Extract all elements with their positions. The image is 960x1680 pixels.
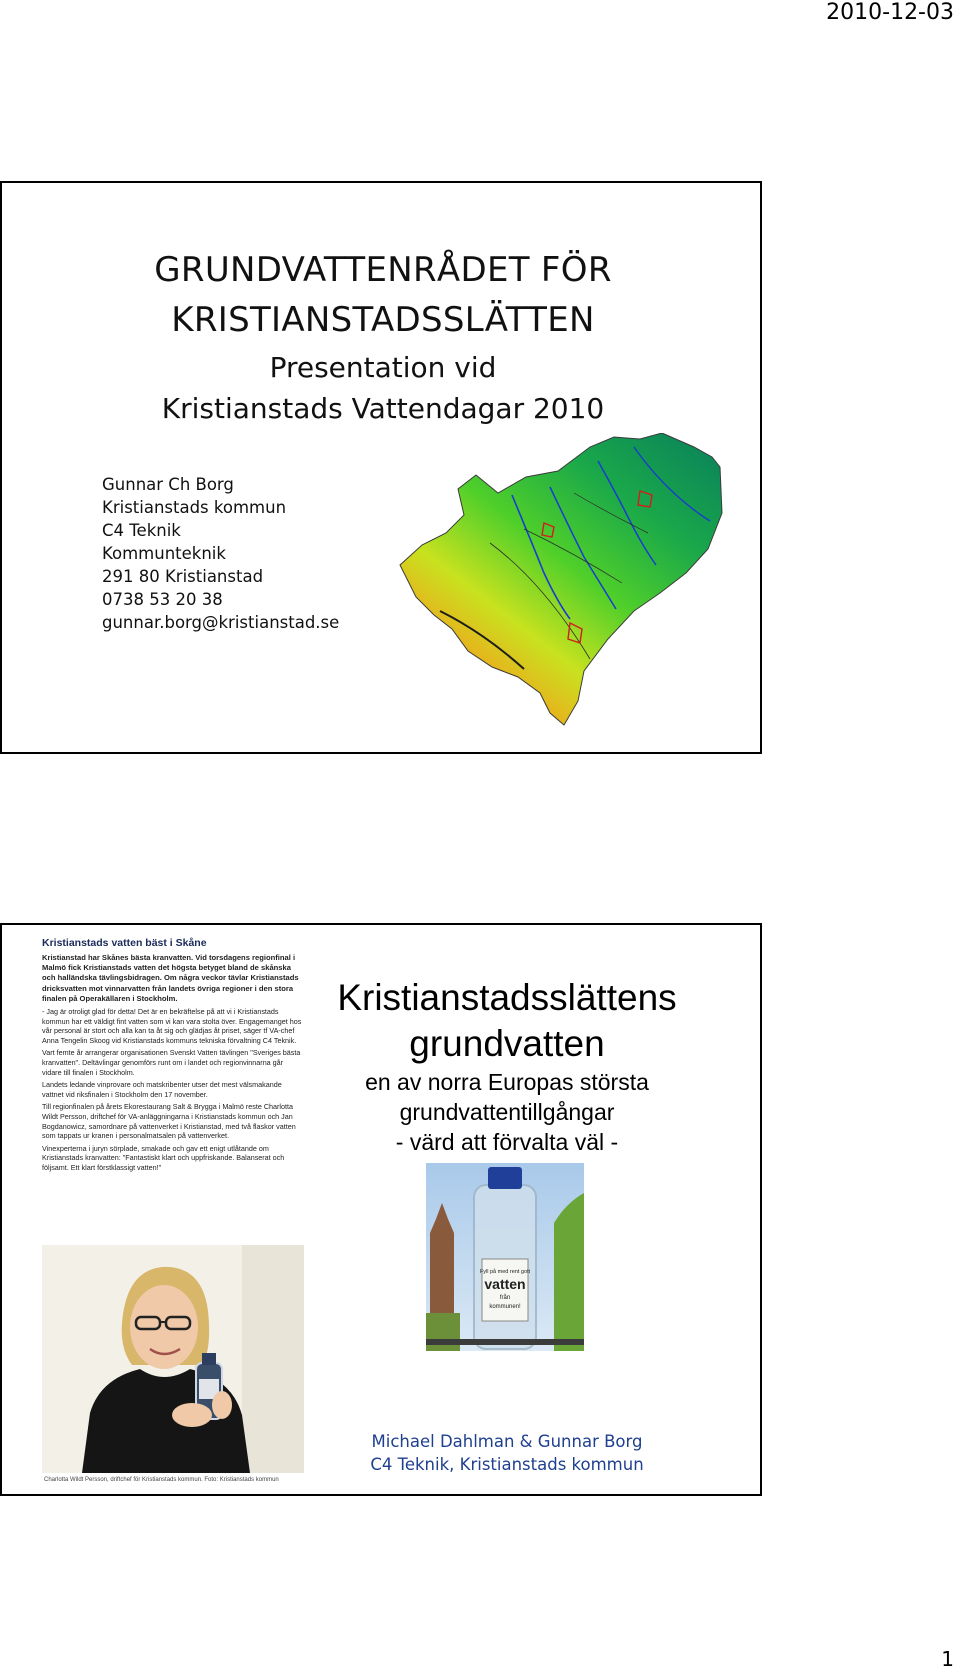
clipping-paragraph: Landets ledande vinprovare och matskribenter utser det mest välsmakande vattnet vid riksfinalen i Stockholm den 17 november. xyxy=(42,1080,282,1099)
slide-2 xyxy=(0,923,762,1496)
heading-line: grundvatten xyxy=(409,1023,605,1064)
slide-1 xyxy=(0,181,762,754)
subtitle-line: Kristianstads Vattendagar 2010 xyxy=(161,392,605,425)
authors-line: C4 Teknik, Kristianstads kommun xyxy=(370,1455,644,1474)
slide-title xyxy=(2,245,762,345)
contact-dept: C4 Teknik xyxy=(102,521,181,540)
authors-line: Michael Dahlman & Gunnar Borg xyxy=(371,1432,643,1451)
slide-subtitle xyxy=(2,347,762,429)
clipping-lead: Kristianstad har Skånes bästa kranvatten. Vid torsdagens regionfinal i Malmö fick Kristianstads vatten det högsta betyget bland de skånska och halländska tävlingsbidragen. Om några veckor tävlar Kristianstads dricksvatten mot vinnarvatten från landets övriga regioner i den stora finalen på Operakällaren i Stockholm. xyxy=(42,953,299,1003)
slide-heading xyxy=(302,975,712,1067)
subheading-line: - värd att förvalta väl - xyxy=(395,1129,619,1155)
contact-unit: Kommunteknik xyxy=(102,544,226,563)
contact-block xyxy=(102,473,339,634)
clipping-paragraph: - Jag är otroligt glad för detta! Det är en bekräftelse på att vi i Kristianstads kommun har ett väldigt fint vatten som vi kan vara stolta över. Engagemanget hos vår personal är stort och alla kan ta åt sig och glädjas åt priset, säger tf VA-chef Anna Tengelin Skoog vid Kristianstads kommuns tekniska förvaltning C4 Teknik. xyxy=(42,1007,302,1045)
bottle-label-text: kommunen! xyxy=(489,1304,521,1310)
groundwater-map-image xyxy=(394,433,724,733)
page-date: 2010-12-03 xyxy=(826,0,954,25)
subheading-line: grundvattentillgångar xyxy=(399,1099,615,1125)
clipping-title: Kristianstads vatten bäst i Skåne xyxy=(42,937,207,949)
clipping-paragraph: Vart femte år arrangerar organisationen Svenskt Vatten tävlingen "Sveriges bästa kranvatten". Deltävlingar genomförs runt om i landet och regionvinnarna går vidare till finalen i Stockholm. xyxy=(42,1048,301,1077)
contact-phone: 0738 53 20 38 xyxy=(102,590,223,609)
title-line: KRISTIANSTADSSLÄTTEN xyxy=(171,300,595,340)
newspaper-clipping xyxy=(42,937,304,1252)
slide-authors xyxy=(302,1430,712,1476)
heading-line: Kristianstadsslättens xyxy=(337,977,677,1018)
page-number: 1 xyxy=(941,1647,954,1671)
title-line: GRUNDVATTENRÅDET FÖR xyxy=(154,250,612,290)
contact-address: 291 80 Kristianstad xyxy=(102,567,264,586)
woman-with-bottle-photo xyxy=(42,1245,304,1473)
contact-org: Kristianstads kommun xyxy=(102,498,287,517)
photo-caption: Charlotta Wildt Persson, driftchef för Kristianstads kommun. Foto: Kristianstads kommun xyxy=(44,1477,279,1483)
clipping-paragraph: Vinexperterna i juryn sörplade, smakade och gav ett enigt utlåtande om Kristianstads kranvatten: "Fantastiskt klart och uppfriskande. Balanserat och följsamt. Ett klart förstklassigt vatten!" xyxy=(42,1143,285,1172)
subtitle-line: Presentation vid xyxy=(269,351,497,384)
contact-email: gunnar.borg@kristianstad.se xyxy=(102,613,340,632)
bottle-label-text: från xyxy=(499,1295,511,1301)
water-bottle-photo xyxy=(426,1163,584,1351)
subheading-line: en av norra Europas största xyxy=(365,1069,649,1095)
clipping-paragraph: Till regionfinalen på årets Ekorestaurang Salt & Brygga i Malmö reste Charlotta Wildt Persson, driftchef för VA-anläggningarna i Kristianstads kommun och Jan Bogdanowicz, samordnare på vattenverket i Kristianstad, med två flaskor vatten som tappats ur kranen i personalmatsalen på vattenverket. xyxy=(42,1102,296,1141)
bottle-label-text: Fyll på med rent gott xyxy=(479,1269,531,1275)
bottle-label-text: vatten xyxy=(484,1276,526,1292)
slide-subheading xyxy=(302,1067,712,1157)
contact-name: Gunnar Ch Borg xyxy=(102,475,234,494)
